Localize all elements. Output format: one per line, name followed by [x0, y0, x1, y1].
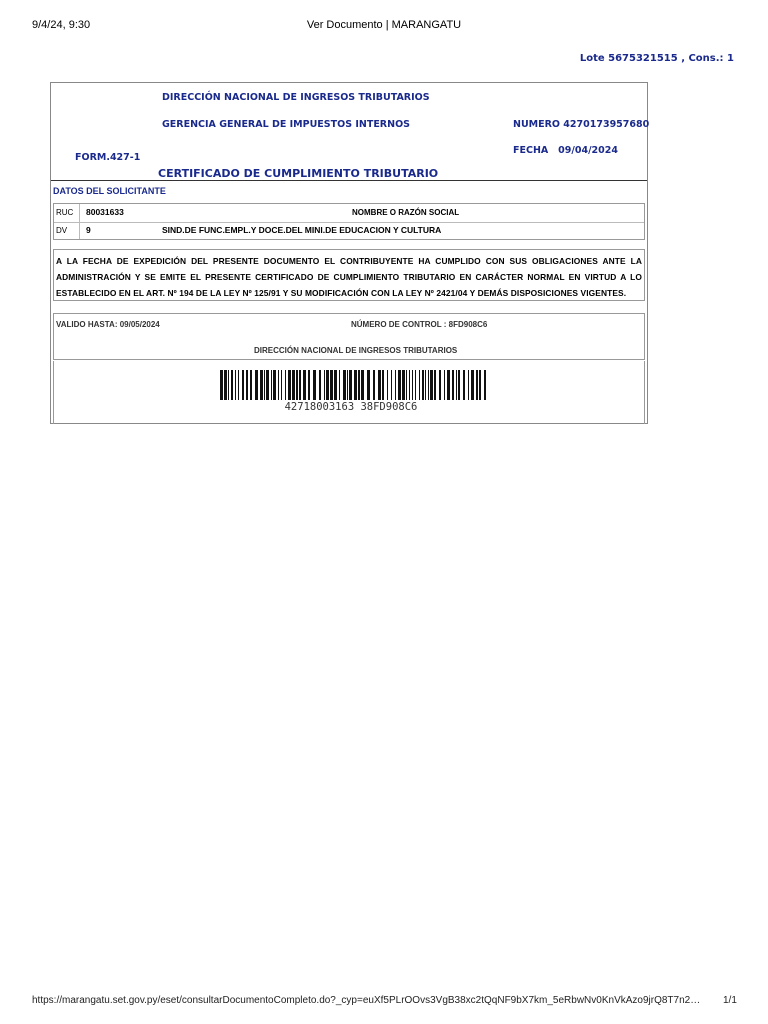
barcode-bar — [271, 370, 272, 400]
barcode-bar — [439, 370, 441, 400]
barcode-bar — [349, 370, 352, 400]
print-datetime: 9/4/24, 9:30 — [32, 19, 91, 31]
barcode-bar — [228, 370, 229, 400]
barcode-bar — [378, 370, 381, 400]
barcode-bar — [264, 370, 265, 400]
barcode-bar — [224, 370, 227, 400]
certificate-title: CERTIFICADO DE CUMPLIMIENTO TRIBUTARIO — [158, 167, 439, 180]
barcode-bar — [220, 370, 223, 400]
ruc-label: RUC — [56, 208, 74, 217]
barcode-bar — [281, 370, 282, 400]
barcode-bar — [260, 370, 263, 400]
barcode-bar — [231, 370, 233, 400]
barcode-bar — [303, 370, 306, 400]
footer-url: https://marangatu.set.gov.py/eset/consultarDocumentoCompleto.do?_cyp=euXf5PLrOOvs3VgB38xc2tQqNF9bX7km_5eRbwNv0KnVkAzo9jrQ8T7n2… — [32, 995, 701, 1006]
barcode-bar — [246, 370, 248, 400]
barcode-bar — [430, 370, 433, 400]
barcode-area — [53, 361, 645, 424]
barcode-bar — [391, 370, 392, 400]
solicitante-section-label: DATOS DEL SOLICITANTE — [53, 186, 166, 196]
dv-value: 9 — [86, 225, 91, 235]
barcode-bar — [326, 370, 329, 400]
barcode-bar — [402, 370, 405, 400]
barcode-bar — [319, 370, 321, 400]
barcode-bar — [422, 370, 424, 400]
title-divider — [51, 180, 647, 181]
barcode-bar — [415, 370, 416, 400]
validity-box — [53, 313, 645, 360]
barcode-bar — [339, 370, 340, 400]
dv-label: DV — [56, 226, 68, 235]
barcode-bar — [409, 370, 410, 400]
barcode-bar — [288, 370, 291, 400]
barcode-bar — [428, 370, 429, 400]
barcode-bar — [367, 370, 370, 400]
barcode-bar — [255, 370, 258, 400]
barcode-bar — [463, 370, 465, 400]
barcode-bar — [343, 370, 346, 400]
barcode-bar — [373, 370, 375, 400]
barcode-bar — [324, 370, 325, 400]
barcode-bar — [434, 370, 436, 400]
barcode-bar — [456, 370, 457, 400]
barcode-bar — [447, 370, 450, 400]
barcode-bar — [285, 370, 286, 400]
form-code: FORM.427-1 — [75, 152, 141, 163]
barcode-bar — [308, 370, 310, 400]
barcode-bar — [354, 370, 357, 400]
barcode-number: 42718003163 38FD908C6 — [284, 401, 418, 413]
certificate-frame — [50, 82, 648, 424]
barcode-bar — [471, 370, 474, 400]
row-divider — [54, 222, 644, 223]
barcode-graphic — [220, 370, 486, 400]
barcode-bar — [476, 370, 478, 400]
barcode-bar — [250, 370, 252, 400]
barcode-bar — [444, 370, 445, 400]
barcode-bar — [296, 370, 298, 400]
barcode-bar — [299, 370, 301, 400]
document-date: FECHA 09/04/2024 — [513, 145, 618, 156]
barcode-bar — [313, 370, 316, 400]
footer-page-number: 1/1 — [723, 995, 737, 1006]
barcode-bar — [347, 370, 348, 400]
barcode-bar — [479, 370, 481, 400]
nombre-label: NOMBRE O RAZÓN SOCIAL — [352, 208, 460, 217]
issuer-label: DIRECCIÓN NACIONAL DE INGRESOS TRIBUTARIOS — [254, 346, 458, 355]
barcode-bar — [412, 370, 413, 400]
barcode-bar — [398, 370, 401, 400]
barcode-bar — [235, 370, 236, 400]
ruc-value: 80031633 — [86, 207, 124, 217]
barcode-bar — [273, 370, 276, 400]
print-page-title: Ver Documento | MARANGATU — [306, 19, 462, 31]
nombre-value: SIND.DE FUNC.EMPL.Y DOCE.DEL MINI.DE EDUCACION Y CULTURA — [162, 225, 442, 235]
barcode-bar — [458, 370, 460, 400]
barcode-bar — [330, 370, 333, 400]
lote-label: Lote 5675321515 , Cons.: 1 — [579, 53, 734, 64]
barcode-bar — [425, 370, 426, 400]
solicitante-box — [53, 203, 645, 240]
gerencia-heading: GERENCIA GENERAL DE IMPUESTOS INTERNOS — [162, 119, 410, 130]
document-number: NUMERO 4270173957680 — [513, 119, 650, 130]
barcode-bar — [292, 370, 295, 400]
barcode-bar — [242, 370, 244, 400]
valid-until: VALIDO HASTA: 09/05/2024 — [56, 320, 160, 329]
barcode-bar — [382, 370, 384, 400]
barcode-bar — [452, 370, 454, 400]
barcode-bar — [358, 370, 360, 400]
barcode-bar — [278, 370, 279, 400]
barcode-bar — [266, 370, 269, 400]
control-number: NÚMERO DE CONTROL : 8FD908C6 — [351, 320, 488, 329]
legal-statement: A LA FECHA DE EXPEDICIÓN DEL PRESENTE DOCUMENTO EL CONTRIBUYENTE HA CUMPLIDO CON SUS OBLIGACIONES ANTE LA ADMINISTRACIÓN Y SE EMITE EL PRESENTE CERTIFICADO DE CUMPLIMIENTO TRIBUTARIO EN CARÁCTER NORMAL EN VIRTUD A LO ESTABLECIDO EN EL ART. Nº 194 DE LA LEY Nº 125/91 Y SU MODIFICACIÓN CON LA LEY Nº 2421/04 Y DEMÁS DISPOSICIONES VIGENTES. — [56, 256, 642, 298]
legal-text-box — [53, 249, 645, 301]
barcode-bar — [484, 370, 486, 400]
barcode-bar — [334, 370, 337, 400]
barcode-bar — [238, 370, 239, 400]
barcode-bar — [419, 370, 420, 400]
barcode-bar — [387, 370, 388, 400]
barcode-bar — [406, 370, 407, 400]
dnit-heading: DIRECCIÓN NACIONAL DE INGRESOS TRIBUTARIOS — [162, 92, 430, 103]
barcode-bar — [468, 370, 469, 400]
barcode-bar — [361, 370, 364, 400]
barcode-bar — [395, 370, 396, 400]
